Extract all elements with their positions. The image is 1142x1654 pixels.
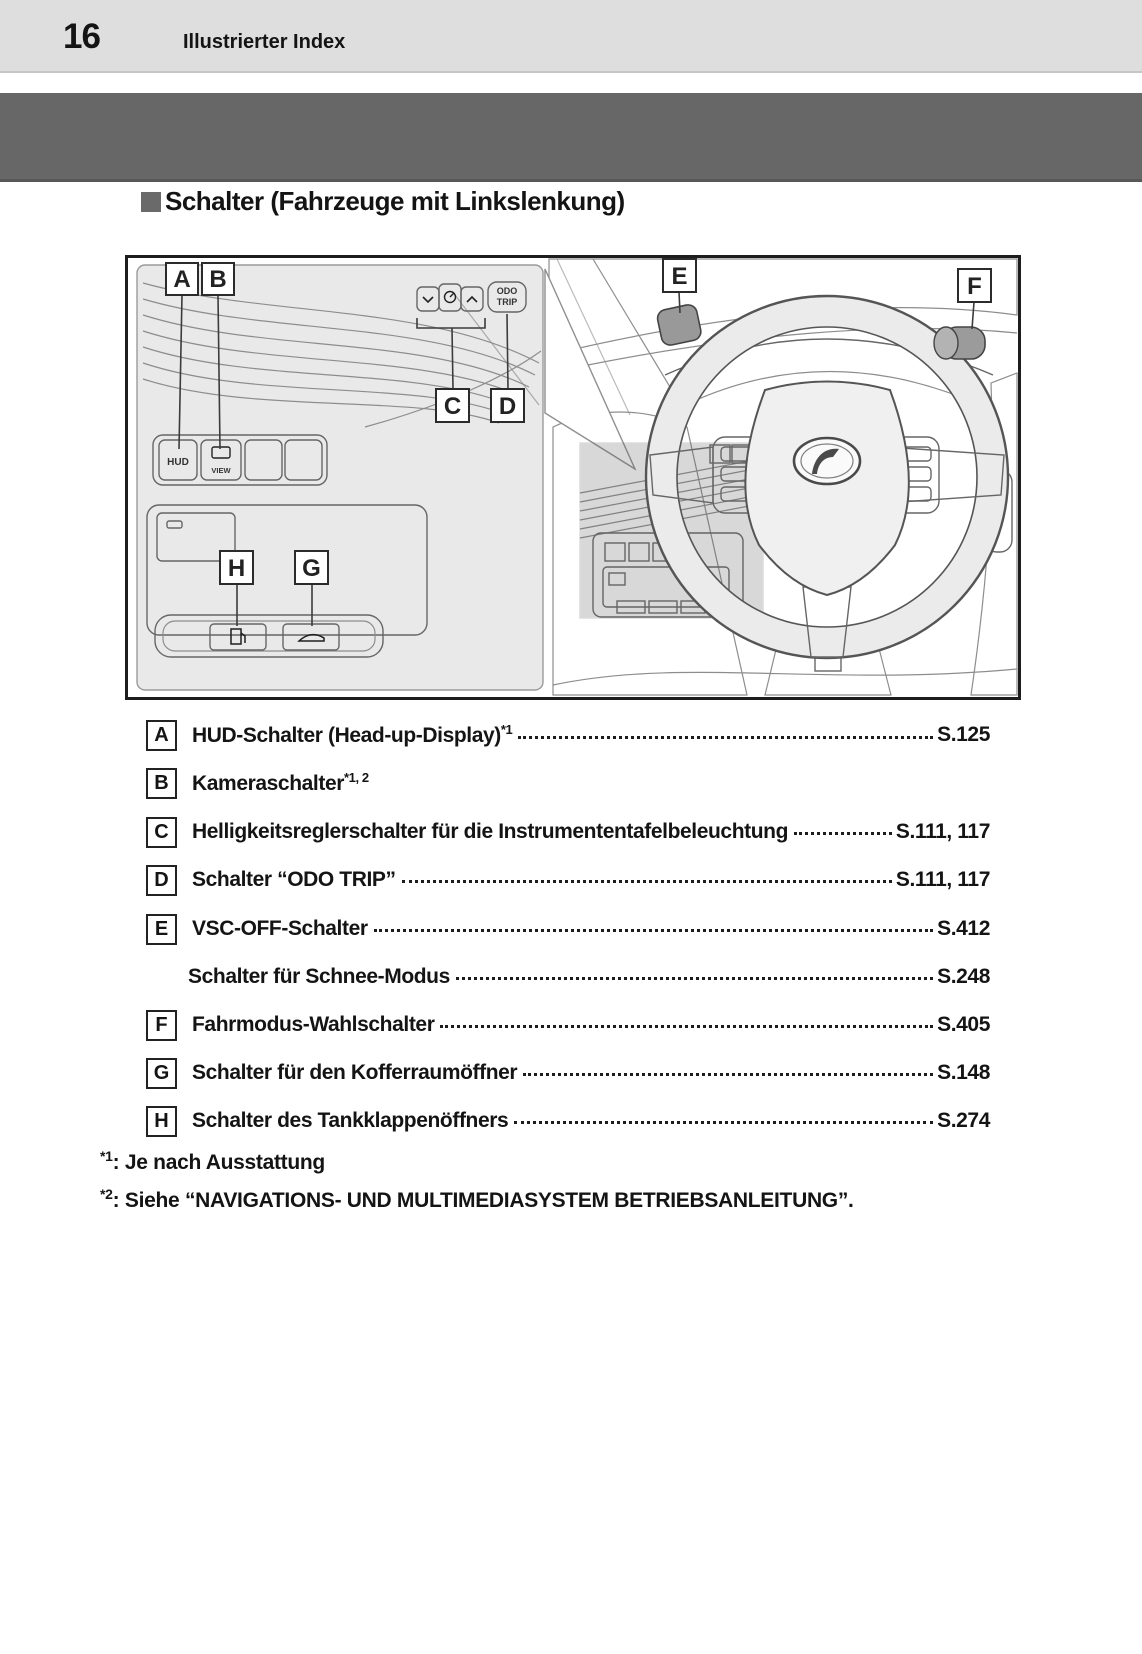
index-label: Helligkeitsreglerschalter für die Instrumententafelbeleuchtung: [192, 820, 789, 843]
header-band: [0, 0, 1142, 73]
index-row-f: [146, 1009, 990, 1041]
page-ref: S.412: [937, 917, 990, 940]
index-row-g: [146, 1057, 990, 1089]
section-heading-text: Schalter (Fahrzeuge mit Linkslenkung): [165, 186, 625, 216]
index-row-d: [146, 864, 990, 896]
callout-badge: H: [146, 1106, 177, 1137]
page-ref: S.405: [937, 1013, 990, 1036]
svg-text:A: A: [173, 266, 191, 293]
index-label: Schalter “ODO TRIP”: [192, 868, 396, 891]
page-ref: S.125: [937, 723, 990, 746]
lexus-logo: [794, 438, 860, 484]
index-row-a: [146, 719, 990, 751]
dot-leader: [440, 1025, 933, 1028]
index-label: Schalter für den Kofferraumöffner: [192, 1061, 518, 1084]
index-label: HUD-Schalter (Head-up-Display)$^{*1}$: [192, 722, 513, 747]
index-label: Schalter des Tankklappenöffners: [192, 1109, 509, 1132]
inset-detail-view: [137, 265, 543, 690]
dot-leader: [374, 929, 933, 932]
dot-leader: [518, 736, 933, 739]
svg-text:C: C: [443, 393, 462, 420]
index-label: VSC-OFF-Schalter: [192, 917, 368, 940]
dot-leader: [523, 1073, 933, 1076]
index-row-e2: [146, 961, 990, 993]
callout-badge: D: [146, 865, 177, 896]
index-label: Kameraschalter$^{*1, 2}$: [192, 770, 369, 795]
drive-mode-knob: [934, 327, 985, 359]
index-label: Fahrmodus-Wahlschalter: [192, 1013, 435, 1036]
dashboard-illustration: [125, 255, 1021, 700]
svg-text:B: B: [209, 266, 227, 293]
dot-leader: [514, 1121, 933, 1124]
chapter-banner: [0, 93, 1142, 182]
dot-leader: [794, 832, 892, 835]
dashboard-figure: [125, 255, 1021, 700]
page-ref: S.248: [937, 965, 990, 988]
footnote-2: $^{*2}$: Siehe “NAVIGATIONS- UND MULTIMEDIASYSTEM BETRIEBSANLEITUNG”.: [100, 1186, 854, 1212]
callout-badge: A: [146, 720, 177, 751]
page-ref: S.111, 117: [895, 820, 990, 843]
svg-text:VIEW: VIEW: [211, 466, 231, 475]
svg-text:TRIP: TRIP: [496, 297, 518, 307]
callout-badge: C: [146, 817, 177, 848]
dot-leader: [456, 977, 933, 980]
callout-badge: B: [146, 768, 177, 799]
footnote-1: $^{*1}$: Je nach Ausstattung: [100, 1148, 325, 1174]
callout-badge: G: [146, 1058, 177, 1089]
svg-text:D: D: [498, 393, 517, 420]
index-row-h: [146, 1105, 990, 1137]
page-ref: S.148: [937, 1061, 990, 1084]
svg-text:E: E: [671, 263, 688, 290]
callout-badge: F: [146, 1010, 177, 1041]
callout-badge: E: [146, 914, 177, 945]
svg-text:F: F: [967, 273, 982, 300]
index-row-e: [146, 913, 990, 945]
svg-text:ODO: ODO: [496, 286, 518, 296]
svg-text:H: H: [227, 555, 246, 582]
index-row-b: [146, 767, 990, 799]
svg-text:G: G: [302, 555, 321, 582]
svg-text:HUD: HUD: [167, 457, 189, 468]
page-number: 16: [63, 17, 100, 56]
page-ref: S.111, 117: [895, 868, 990, 891]
callout-badge-empty: [146, 964, 173, 991]
section-heading: [141, 186, 625, 217]
index-row-c: [146, 816, 990, 848]
chapter-title: Illustrierter Index: [183, 31, 346, 53]
heading-square-icon: [141, 192, 161, 212]
index-label: Schalter für Schnee-Modus: [188, 965, 450, 988]
dot-leader: [402, 880, 892, 883]
page-ref: S.274: [937, 1109, 990, 1132]
